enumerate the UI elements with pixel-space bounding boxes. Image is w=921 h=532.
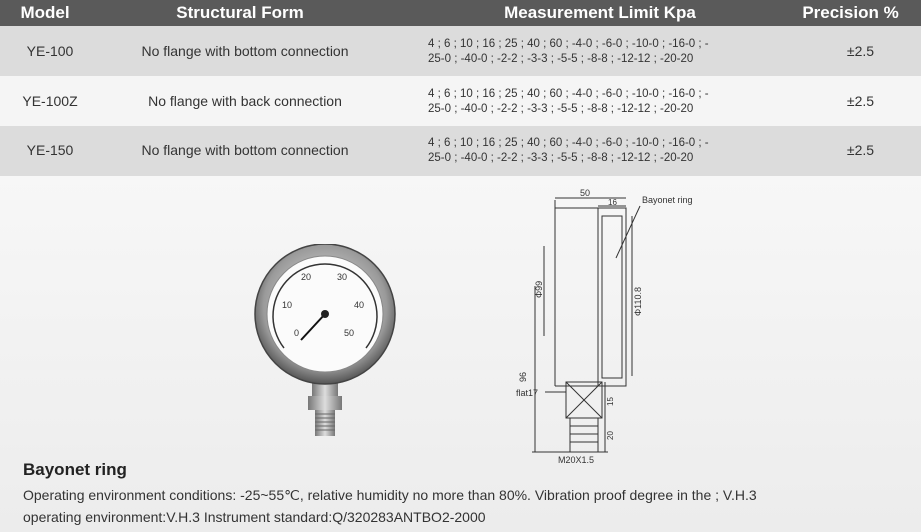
- scale-label: 20: [301, 272, 312, 282]
- product-section: [0, 176, 921, 532]
- cell-form: No flange with bottom connection: [141, 43, 349, 59]
- cell-form: No flange with bottom connection: [141, 142, 349, 158]
- table-row: [0, 26, 921, 76]
- table-row: [0, 76, 921, 126]
- header-structural-form: Structural Form: [176, 3, 304, 22]
- table-header: [0, 0, 921, 26]
- cell-model: YE-150: [26, 142, 74, 158]
- cell-precision: ±2.5: [846, 142, 875, 158]
- cell-precision: ±2.5: [846, 43, 875, 59]
- measure-line: 4 ; 6 ; 10 ; 16 ; 25 ; 40 ; 60 ; -4-0 ; -6-0 ; -10-0 ; -16-0 ; -: [428, 137, 709, 149]
- header-measurement-limit: Measurement Limit Kpa: [504, 3, 696, 22]
- section-description: [23, 484, 913, 528]
- bayonet-label: Bayonet ring: [642, 195, 693, 205]
- cell-model: YE-100: [26, 43, 74, 59]
- dim-20: 20: [606, 431, 615, 440]
- dim-15: 15: [606, 397, 615, 406]
- description-line: operating environment:V.H.3 Instrument standard:Q/320283ANTBO2-2000: [23, 509, 486, 525]
- cell-precision: ±2.5: [846, 93, 875, 109]
- measure-line: 25-0 ; -40-0 ; -2-2 ; -3-3 ; -5-5 ; -8-8 ; -12-12 ; -20-20: [428, 152, 694, 164]
- scale-label: 10: [282, 300, 293, 310]
- header-precision: Precision %: [802, 3, 899, 22]
- measure-line: 4 ; 6 ; 10 ; 16 ; 25 ; 40 ; 60 ; -4-0 ; -6-0 ; -10-0 ; -16-0 ; -: [428, 38, 709, 50]
- dim-flat: flat17: [516, 388, 539, 398]
- technical-drawing: [510, 186, 730, 466]
- dim-phi110: Φ110.8: [633, 286, 643, 316]
- description-line: Operating environment conditions: -25~55℃, relative humidity no more than 80%. Vibration proof degree in the ; V.H.3: [23, 487, 757, 503]
- dim-16: 16: [608, 198, 617, 207]
- dim-thread: M20X1.5: [558, 455, 595, 465]
- scale-label: 40: [354, 300, 365, 310]
- cell-measurement: [428, 87, 778, 117]
- dim-96: 96: [518, 371, 528, 382]
- cell-model: YE-100Z: [22, 93, 78, 109]
- scale-label: 50: [344, 328, 355, 338]
- cell-measurement: [428, 136, 778, 166]
- measure-line: 25-0 ; -40-0 ; -2-2 ; -3-3 ; -5-5 ; -8-8 ; -12-12 ; -20-20: [428, 53, 694, 65]
- dim-50: 50: [580, 188, 591, 198]
- table-row: [0, 126, 921, 176]
- dim-phi99: Φ99: [534, 280, 544, 298]
- scale-label: 30: [337, 272, 348, 282]
- section-title: Bayonet ring: [23, 460, 127, 479]
- scale-label: 0: [294, 328, 300, 338]
- cell-form: No flange with back connection: [148, 93, 342, 109]
- pressure-gauge-image: [245, 244, 405, 444]
- measure-line: 4 ; 6 ; 10 ; 16 ; 25 ; 40 ; 60 ; -4-0 ; -6-0 ; -10-0 ; -16-0 ; -: [428, 88, 709, 100]
- cell-measurement: [428, 37, 778, 67]
- header-model: Model: [20, 3, 70, 22]
- measure-line: 25-0 ; -40-0 ; -2-2 ; -3-3 ; -5-5 ; -8-8 ; -12-12 ; -20-20: [428, 103, 694, 115]
